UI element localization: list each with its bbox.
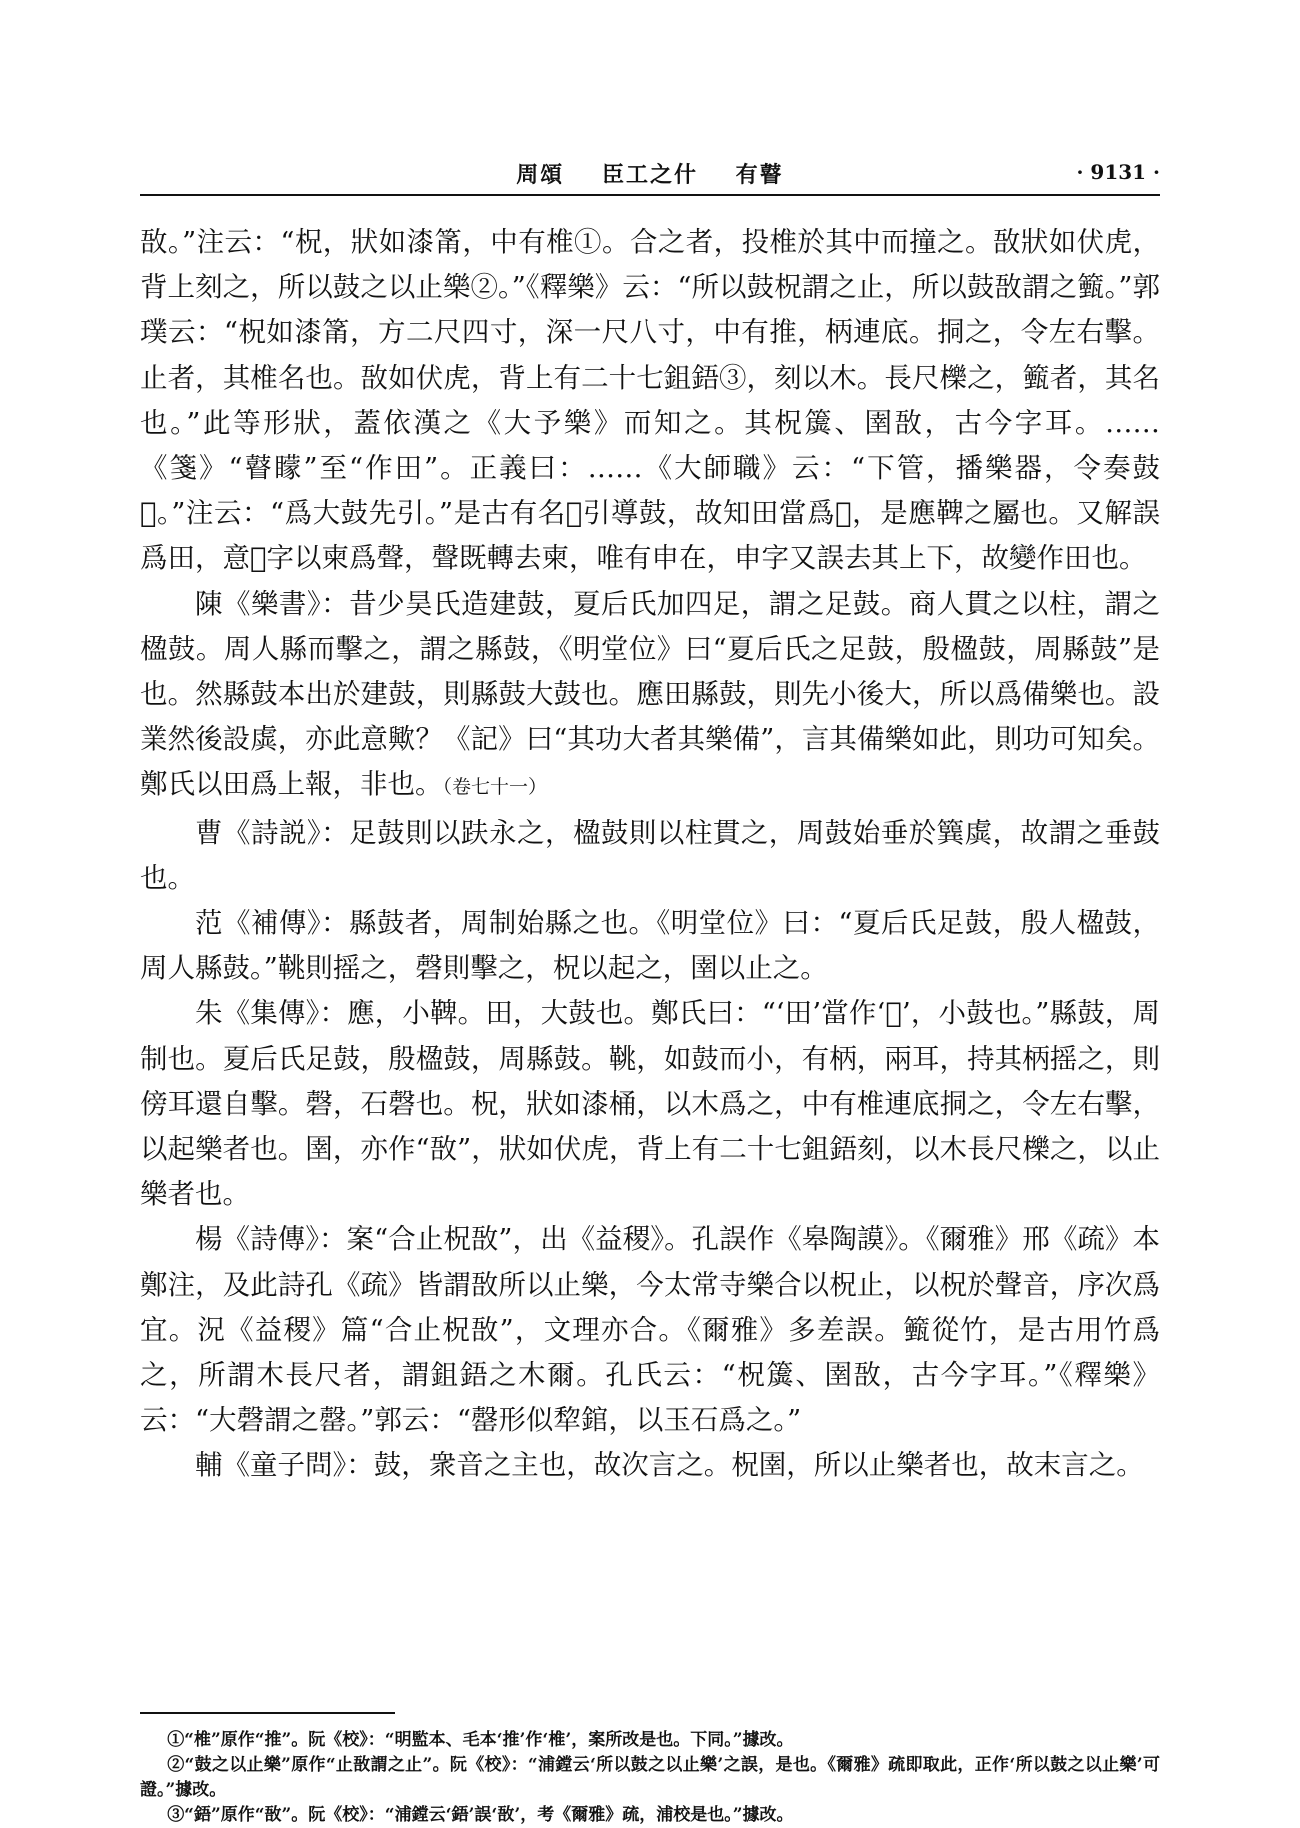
footnote-1: ①“椎”原作“推”。阮《校》：“明監本、毛本‘推’作‘椎’，案所改是也。下同。”據改。 — [167, 1730, 794, 1750]
paragraph-fu-tongziwen: 輔《童子問》：鼓，衆音之主也，故次言之。柷圉，所以止樂者也，故末言之。 — [195, 1449, 1144, 1482]
page-number: · 9131 · — [1076, 160, 1160, 184]
running-header — [140, 150, 1160, 196]
paragraph-continuation: 敔。”注云：“柷，狀如漆筩，中有椎①。合之者，投椎於其中而撞之。敔狀如伏虎，背上刻之，所以鼓之以止樂②。”《釋樂》云：“所以鼓柷謂之止，所以鼓敔謂之籈。”郭璞云：“柷如漆筩，方二尺四寸，深一尺八寸，中有推，柄連底。挏之，令左右擊。止者，其椎名也。敔如伏虎，背上有二十七鉏鋙③，刻以木。長尺櫟之，籈者，其名也。”此等形狀，蓋依漢之《大予樂》而知之。其柷簴、圉敔，古今字耳。……《箋》“瞽矇”至“作田”。正義曰：……《大師職》云：“下管，播樂器，令奏鼓𣞤。”注云：“爲大鼓先引。”是古有名𣞤引導鼓，故知田當爲𣞤，是應鞞之屬也。又解誤爲田，意𣞤字以柬爲聲，聲既轉去柬，唯有申在，申字又誤去其上下，故變作田也。 — [140, 226, 1160, 575]
paragraph-chen-yueshu — [140, 582, 1160, 811]
paragraph-fan-buzhuan: 范《補傳》：縣鼓者，周制始縣之也。《明堂位》曰：“夏后氏足鼓，殷人楹鼓，周人縣鼓。”鞉則摇之，磬則擊之，柷以起之，圉以止之。 — [140, 907, 1160, 985]
header-poem: 有瞽 — [735, 162, 784, 188]
footnote-3: ③“鋙”原作“敔”。阮《校》：“浦鏜云‘鋙’誤‘敔’，考《爾雅》疏，浦校是也。”據改。 — [167, 1805, 794, 1825]
header-title — [140, 158, 1160, 189]
footnotes — [140, 1728, 1160, 1828]
paragraph-text: 陳《樂書》：昔少昊氏造建鼓，夏后氏加四足，謂之足鼓。商人貫之以柱，謂之楹鼓。周人縣而擊之，謂之縣鼓，《明堂位》曰“夏后氏之足鼓，殷楹鼓，周縣鼓”是也。然縣鼓本出於建鼓，則縣鼓大鼓也。應田縣鼓，則先小後大，所以爲備樂也。設業然後設虡，亦此意歟？《記》曰“其功大者其樂備”，言其備樂如此，則功可知矣。鄭氏以田爲上報，非也。 — [140, 587, 1160, 801]
paragraph-yang-shizhuan: 楊《詩傳》：案“合止柷敔”，出《益稷》。孔誤作《皋陶謨》。《爾雅》邢《疏》本鄭注，及此詩孔《疏》皆謂敔所以止樂，今太常寺樂合以柷止，以柷於聲音，序次爲宜。況《益稷》篇“合止柷敔”，文理亦合。《爾雅》多差誤。籈從竹，是古用竹爲之，所謂木長尺者，謂鉏鋙之木爾。孔氏云：“柷簴、圉敔，古今字耳。”《釋樂》云：“大磬謂之罄。”郭云：“罄形似犂錧，以玉石爲之。” — [140, 1223, 1160, 1437]
body-text — [140, 220, 1160, 1489]
paragraph-zhu-jizhuan: 朱《集傳》：應，小鞞。田，大鼓也。鄭氏曰：“‘田’當作‘𣞤’，小鼓也。”縣鼓，周制也。夏后氏足鼓，殷楹鼓，周縣鼓。鞉，如鼓而小，有柄，兩耳，持其柄摇之，則傍耳還自擊。磬，石磬也。柷，狀如漆桶，以木爲之，中有椎連底挏之，令左右擊，以起樂者也。圉，亦作“敔”，狀如伏虎，背上有二十七鉏鋙刻，以木長尺櫟之，以止樂者也。 — [140, 997, 1160, 1211]
paragraph-cao-shishuo: 曹《詩説》：足鼓則以趺永之，楹鼓則以柱貫之，周鼓始垂於簨虡，故謂之垂鼓也。 — [140, 816, 1160, 894]
header-chapter: 臣工之什 — [601, 162, 698, 188]
header-section: 周頌 — [516, 162, 565, 188]
footnote-2: ②“鼓之以止樂”原作“止敔謂之止”。阮《校》：“浦鏜云‘所以鼓之以止樂’之誤，是也。《爾雅》疏即取此，正作‘所以鼓之以止樂’可證。”據改。 — [140, 1755, 1160, 1800]
header-rule — [140, 194, 1160, 196]
footnote-rule — [140, 1712, 395, 1714]
volume-note: （卷七十一） — [442, 776, 548, 799]
